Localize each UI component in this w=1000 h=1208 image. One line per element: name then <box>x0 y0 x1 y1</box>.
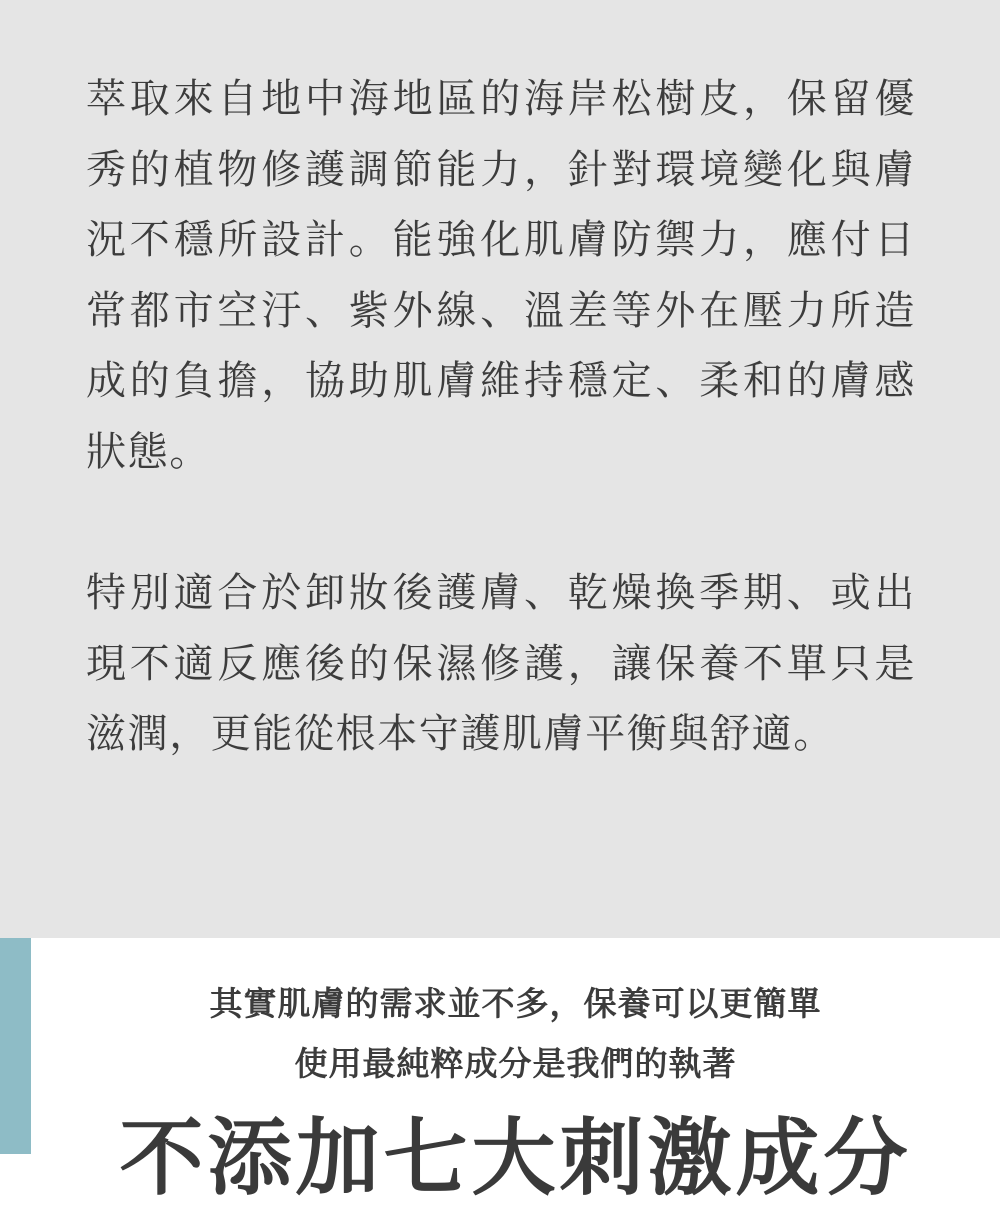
philosophy-section <box>0 938 1000 1207</box>
headline-no-irritants: 不添加七大刺激成分 <box>119 1108 912 1207</box>
tagline-line-2: 使用最純粹成分是我們的執著 <box>294 1044 737 1083</box>
tagline-line-1: 其實肌膚的需求並不多，保養可以更簡單 <box>209 984 822 1023</box>
description-paragraph-2: 特別適合於卸妝後護膚、乾燥換季期、或出現不適反應後的保濕修護，讓保養不單只是滋潤，更能從根本守護肌膚平衡與舒適。 <box>86 570 916 757</box>
description-paragraph-1: 萃取來自地中海地區的海岸松樹皮，保留優秀的植物修護調節能力，針對環境變化與膚況不穩所設計。能強化肌膚防禦力，應付日常都市空汙、紫外線、溫差等外在壓力所造成的負擔，協助肌膚維持穩定、柔和的膚感狀態。 <box>86 76 916 475</box>
accent-bar <box>0 938 31 1154</box>
